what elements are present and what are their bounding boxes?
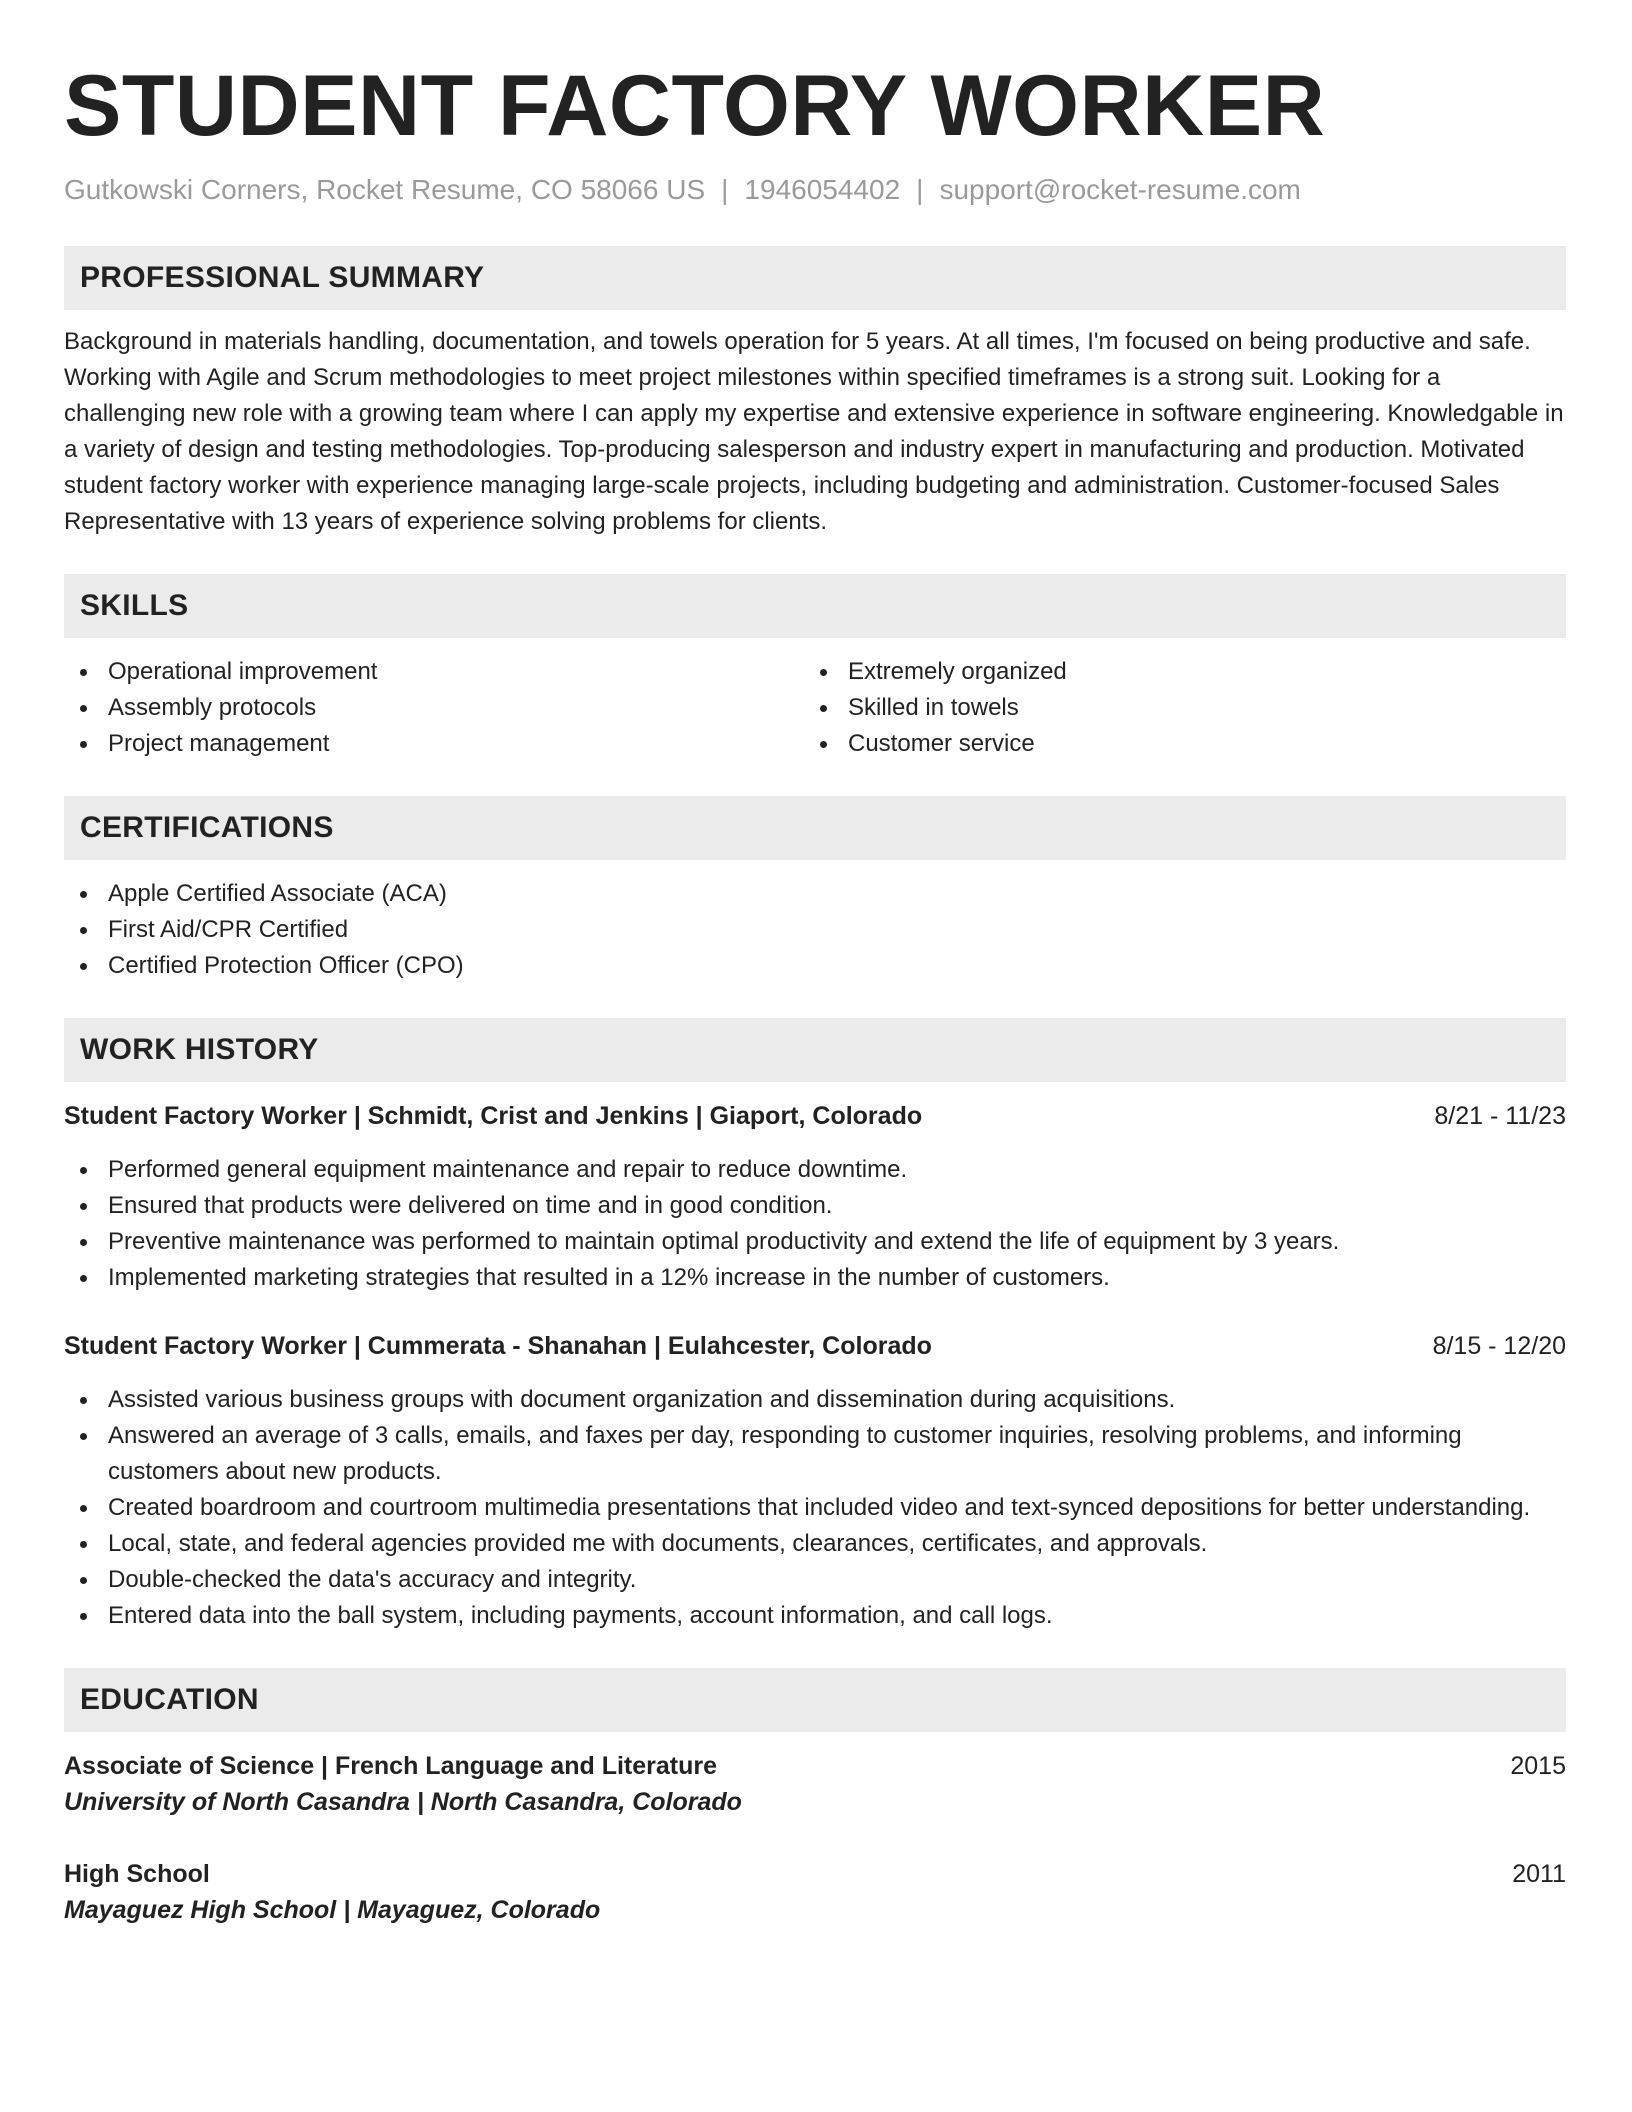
skill-item: Assembly protocols bbox=[64, 690, 804, 726]
work-history-heading: WORK HISTORY bbox=[64, 1018, 1566, 1082]
contact-phone: 1946054402 bbox=[744, 174, 901, 205]
skills-grid bbox=[64, 654, 1566, 762]
skills-heading: SKILLS bbox=[64, 574, 1566, 638]
certifications-heading: CERTIFICATIONS bbox=[64, 796, 1566, 860]
job-bullets bbox=[64, 1152, 1566, 1296]
education-heading: EDUCATION bbox=[64, 1668, 1566, 1732]
job-bullet: Answered an average of 3 calls, emails, and faxes per day, responding to customer inquiries, resolving problems, and informing customers about new products. bbox=[64, 1418, 1566, 1490]
education-header bbox=[64, 1856, 1566, 1892]
contact-address: Gutkowski Corners, Rocket Resume, CO 58066 US bbox=[64, 174, 706, 205]
summary-text: Background in materials handling, documentation, and towels operation for 5 years. At all times, I'm focused on being productive and safe. Working with Agile and Scrum methodologies to meet project milestones within specified timeframes is a strong suit. Looking for a challenging new role with a growing team where I can apply my expertise and extensive experience in software engineering. Knowledgable in a variety of design and testing methodologies. Top-producing salesperson and industry expert in manufacturing and production. Motivated student factory worker with experience managing large-scale projects, including budgeting and administration. Customer-focused Sales Representative with 13 years of experience solving problems for clients. bbox=[64, 328, 1564, 535]
education-school: Mayaguez High School | Mayaguez, Colorado bbox=[64, 1896, 601, 1924]
job-bullets bbox=[64, 1382, 1566, 1634]
education-header bbox=[64, 1748, 1566, 1784]
job-bullet: Performed general equipment maintenance and repair to reduce downtime. bbox=[64, 1152, 1566, 1188]
education-entry bbox=[64, 1856, 1566, 1928]
job-dates: 8/15 - 12/20 bbox=[1432, 1332, 1566, 1360]
contact-separator: | bbox=[721, 174, 729, 205]
job-bullet: Entered data into the ball system, including payments, account information, and call logs. bbox=[64, 1598, 1566, 1634]
education-degree: Associate of Science | French Language and Literature bbox=[64, 1752, 718, 1780]
certification-item: First Aid/CPR Certified bbox=[64, 912, 1566, 948]
resume-page bbox=[64, 56, 1566, 1928]
job-entry bbox=[64, 1328, 1566, 1634]
job-header bbox=[64, 1328, 1566, 1364]
education-degree: High School bbox=[64, 1860, 210, 1888]
job-entry bbox=[64, 1098, 1566, 1296]
education-entry bbox=[64, 1748, 1566, 1820]
work-history-section bbox=[64, 1018, 1566, 1634]
skill-item: Project management bbox=[64, 726, 804, 762]
job-bullet: Double-checked the data's accuracy and integrity. bbox=[64, 1562, 1566, 1598]
skill-item: Operational improvement bbox=[64, 654, 804, 690]
job-bullet: Preventive maintenance was performed to maintain optimal productivity and extend the life of equipment by 3 years. bbox=[64, 1224, 1566, 1260]
job-bullet: Local, state, and federal agencies provided me with documents, clearances, certificates, and approvals. bbox=[64, 1526, 1566, 1562]
candidate-name: STUDENT FACTORY WORKER bbox=[64, 58, 1326, 154]
contact-line bbox=[64, 172, 1566, 208]
job-bullet: Assisted various business groups with document organization and dissemination during acquisitions. bbox=[64, 1382, 1566, 1418]
job-title: Student Factory Worker | Schmidt, Crist and Jenkins | Giaport, Colorado bbox=[64, 1102, 923, 1130]
job-bullet: Created boardroom and courtroom multimedia presentations that included video and text-synced depositions for better understanding. bbox=[64, 1490, 1566, 1526]
skills-list-right bbox=[804, 654, 1544, 762]
job-header bbox=[64, 1098, 1566, 1134]
skill-item: Skilled in towels bbox=[804, 690, 1544, 726]
contact-email[interactable]: support@rocket-resume.com bbox=[939, 174, 1301, 205]
job-bullet: Implemented marketing strategies that resulted in a 12% increase in the number of customers. bbox=[64, 1260, 1566, 1296]
certification-item: Certified Protection Officer (CPO) bbox=[64, 948, 1566, 984]
education-year: 2015 bbox=[1510, 1752, 1566, 1780]
certification-item: Apple Certified Associate (ACA) bbox=[64, 876, 1566, 912]
job-dates: 8/21 - 11/23 bbox=[1434, 1102, 1566, 1130]
job-title: Student Factory Worker | Cummerata - Shanahan | Eulahcester, Colorado bbox=[64, 1332, 932, 1360]
education-school: University of North Casandra | North Casandra, Colorado bbox=[64, 1788, 742, 1816]
certifications-section bbox=[64, 796, 1566, 984]
education-year: 2011 bbox=[1512, 1860, 1566, 1888]
summary-section bbox=[64, 246, 1566, 540]
skill-item: Extremely organized bbox=[804, 654, 1544, 690]
skills-section bbox=[64, 574, 1566, 762]
contact-separator: | bbox=[916, 174, 924, 205]
skills-list-left bbox=[64, 654, 804, 762]
job-bullet: Ensured that products were delivered on time and in good condition. bbox=[64, 1188, 1566, 1224]
skill-item: Customer service bbox=[804, 726, 1544, 762]
education-section bbox=[64, 1668, 1566, 1928]
summary-heading: PROFESSIONAL SUMMARY bbox=[64, 246, 1566, 310]
certifications-list bbox=[64, 876, 1566, 984]
